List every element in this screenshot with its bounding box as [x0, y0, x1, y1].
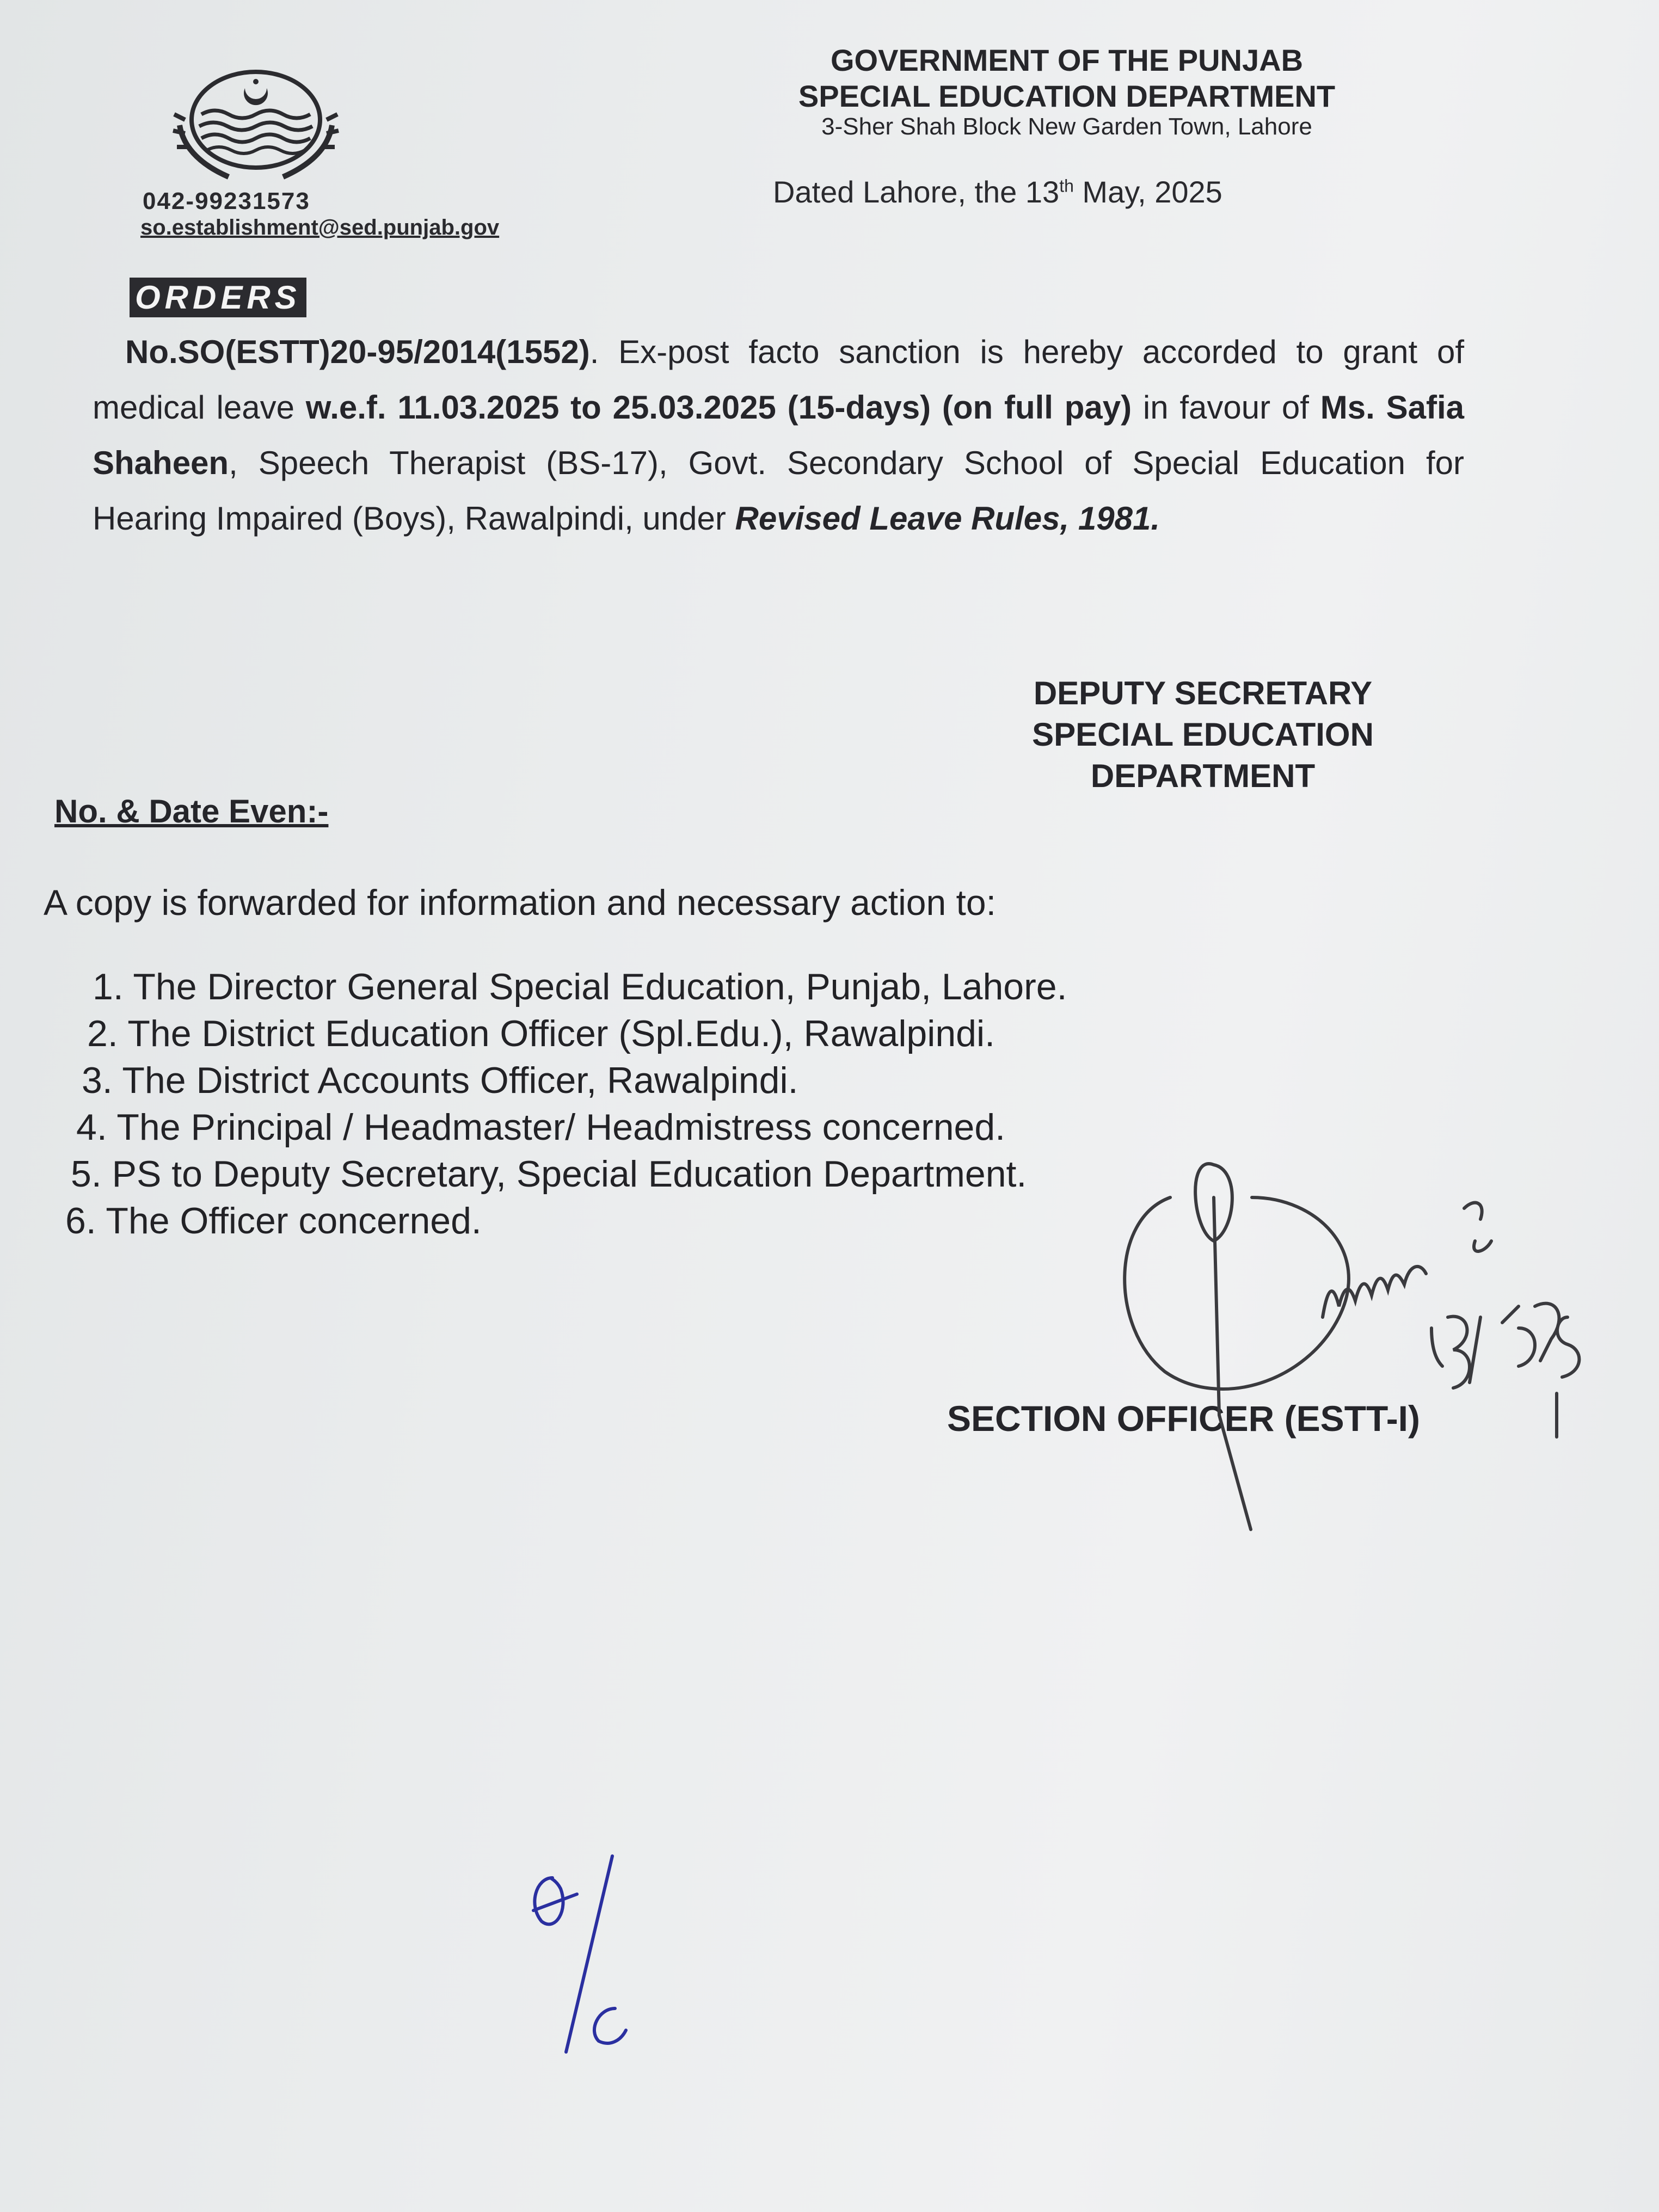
endorsement-intro: A copy is forwarded for information and necessary action to:: [44, 882, 996, 923]
list-item: 5. PS to Deputy Secretary, Special Education Department.: [71, 1153, 1027, 1195]
list-item: 2. The District Education Officer (Spl.Edu.), Rawalpindi.: [87, 1013, 995, 1054]
oc-handwritten-note: [533, 1856, 626, 2052]
order-reference-number: No.SO(ESTT)20-95/2014(1552): [125, 334, 590, 370]
section-officer-title: SECTION OFFICER (ESTT-I): [947, 1398, 1420, 1439]
orders-heading: ORDERS: [130, 278, 306, 317]
list-item: 3. The District Accounts Officer, Rawalpindi.: [82, 1060, 798, 1101]
order-paragraph: No.SO(ESTT)20-95/2014(1552). Ex-post facto sanction is hereby accorded to grant of medical leave w.e.f. 11.03.2025 to 25.03.2025 (15-days) (on full pay) in favour of Ms. Safia Shaheen, Speech Therapist (BS-17), Govt. Secondary School of Special Education for Hearing Impaired (Boys), Rawalpindi, under Revised Leave Rules, 1981.: [93, 334, 1464, 537]
recipient-list: [65, 963, 1067, 1244]
list-item: 4. The Principal / Headmaster/ Headmistress concerned.: [76, 1107, 1006, 1148]
department-title: SPECIAL EDUCATION DEPARTMENT: [798, 79, 1336, 113]
letter-date: Dated Lahore, the 13th May, 2025: [773, 175, 1222, 209]
employee-name: Ms. Safia Shaheen: [93, 389, 1464, 481]
government-title: GOVERNMENT OF THE PUNJAB: [830, 43, 1304, 77]
deputy-secretary-block: DEPUTY SECRETARY SPECIAL EDUCATION DEPARTMENT: [1032, 675, 1374, 794]
leave-period: w.e.f. 11.03.2025 to 25.03.2025 (15-days) (on full pay): [305, 389, 1132, 426]
department-address: 3-Sher Shah Block New Garden Town, Lahore: [821, 113, 1312, 140]
contact-phone: 042-99231573: [143, 188, 310, 214]
list-item: 6. The Officer concerned.: [65, 1200, 482, 1242]
endorsement-heading: No. & Date Even:-: [54, 793, 329, 830]
leave-rules: Revised Leave Rules, 1981.: [735, 500, 1160, 537]
section-officer-signature: [1125, 1164, 1579, 1529]
punjab-government-logo: [163, 65, 348, 191]
contact-email: so.establishment@sed.punjab.gov: [140, 216, 500, 239]
list-item: 1. The Director General Special Education, Punjab, Lahore.: [93, 966, 1067, 1007]
